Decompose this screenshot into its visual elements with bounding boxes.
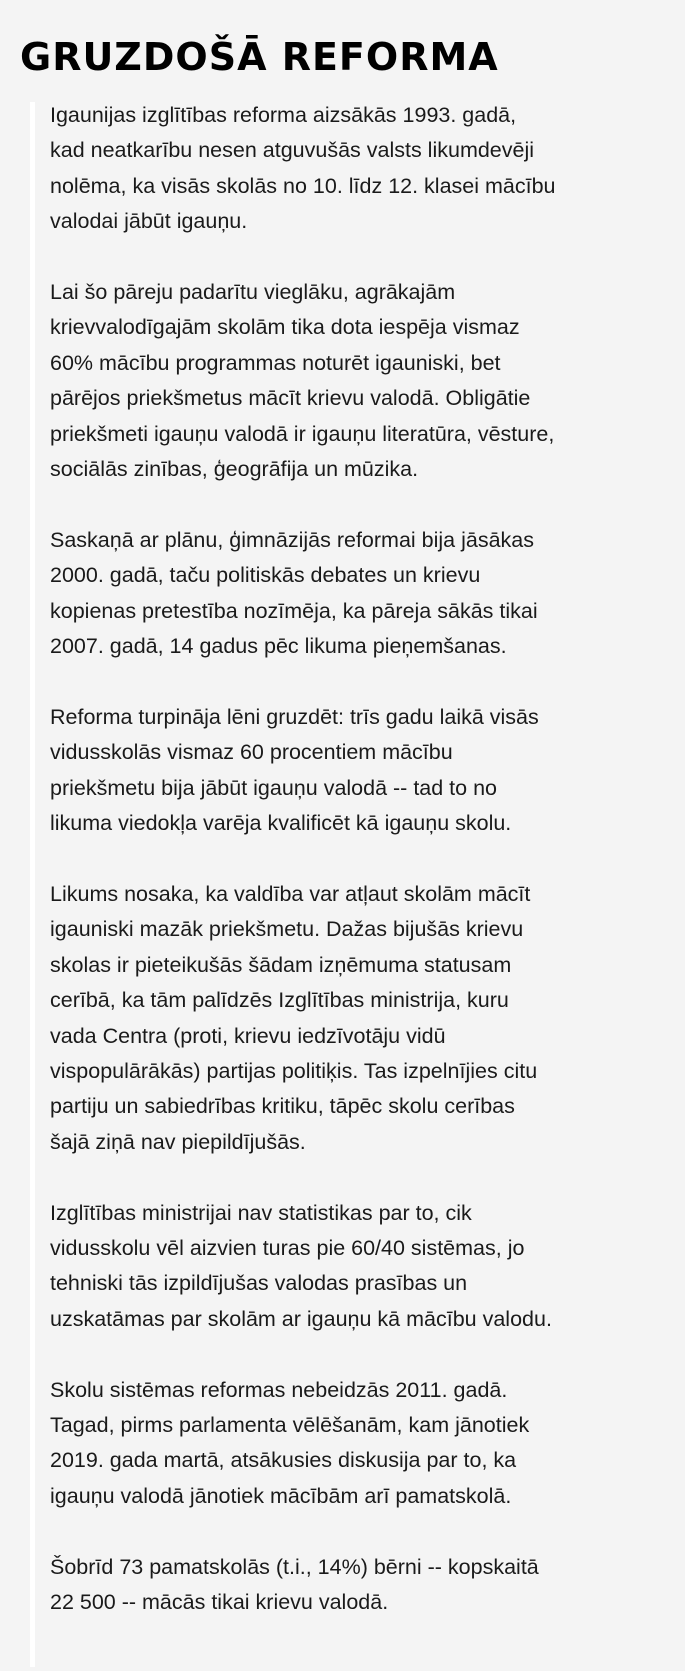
article-title: GRUZDOŠĀ REFORMA [20,35,499,79]
paragraph: Igaunijas izglītības reforma aizsākās 1993. gadā, kad neatkarību nesen atguvušās valsts likumdevēji nolēma, ka visās skolās no 10. līdz 12. klasei mācību valodai jābūt igauņu. [50,103,556,234]
paragraph: Izglītības ministrijai nav statistikas par to, cik vidusskolu vēl aizvien turas pie 60/40 sistēmas, jo tehniski tās izpildījušas valodas prasības un uzskatāmas par skolām ar igauņu kā mācību valodu. [50,1200,552,1331]
paragraph: Šobrīd 73 pamatskolās (t.i., 14%) bērni -- kopskaitā 22 500 -- mācās tikai krievu valodā. [50,1554,539,1614]
paragraph: Lai šo pāreju padarītu vieglāku, agrākajām krievvalodīgajām skolām tika dota iespēja vismaz 60% mācību programmas noturēt igauniski, bet pārējos priekšmetus mācīt krievu valodā. Obligātie priekšmeti igauņu valodā ir igauņu literatūra, vēsture, sociālās zinības, ģeogrāfija un mūzika. [50,280,555,482]
paragraph: Reforma turpināja lēni gruzdēt: trīs gadu laikā visās vidusskolās vismaz 60 procentiem mācību priekšmetu bija jābūt igauņu valodā -- tad to no likuma viedokļa varēja kvalificēt kā igauņu skolu. [50,704,539,836]
article-body [50,98,680,1620]
paragraph: Likums nosaka, ka valdība var atļaut skolām mācīt igauniski mazāk priekšmetu. Dažas bijušās krievu skolas ir pieteikušās šādam izņēmuma statusam cerībā, ka tām palīdzēs Izglītības ministrija, kuru vada Centra (proti, krievu iedzīvotāju vidū vispopulārākās) partijas politiķis. Tas izpelnījies citu partiju un sabiedrības kritiku, tāpēc skolu cerības šajā ziņā nav piepildījušās. [50,881,538,1154]
paragraph: Skolu sistēmas reformas nebeidzās 2011. gadā. Tagad, pirms parlamenta vēlēšanām, kam jānotiek 2019. gada martā, atsākusies diskusija par to, ka igauņu valodā jānotiek mācībām arī pamatskolā. [50,1377,530,1508]
paragraph: Saskaņā ar plānu, ģimnāzijās reformai bija jāsākas 2000. gadā, taču politiskās debates un krievu kopienas pretestība nozīmēja, ka pāreja sākās tikai 2007. gadā, 14 gadus pēc likuma pieņemšanas. [50,527,538,659]
left-accent-rule [30,102,35,1667]
